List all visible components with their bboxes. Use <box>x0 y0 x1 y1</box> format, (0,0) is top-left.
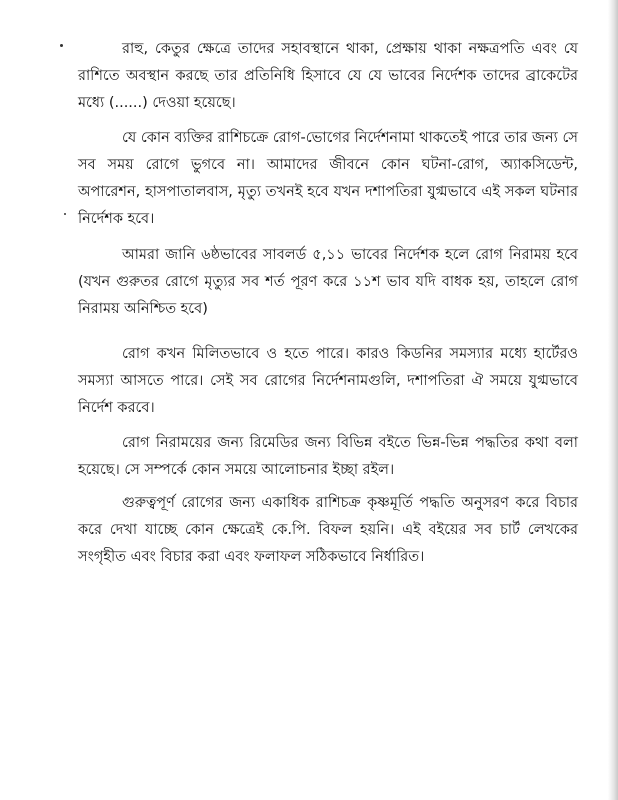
page-edge-shadow <box>608 0 618 800</box>
paragraph-6: গুরুত্বপূর্ণ রোগের জন্য একাধিক রাশিচক্র কৃষ্ণমূর্তি পদ্ধতি অনুসরণ করে বিচার করে দেখা যাচ্ছে কোন ক্ষেত্রেই কে.পি. বিফল হয়নি। এই বইয়ের সব চার্ট লেখকের সংগৃহীত এবং বিচার করা এবং ফলাফল সঠিকভাবে নির্ধারিত। <box>78 495 578 565</box>
paragraph-3: আমরা জানি ৬ষ্ঠভাবের সাবলর্ড ৫,১১ ভাবের নির্দেশক হলে রোগ নিরাময় হবে (যখন গুরুতর রোগে মৃত্যুর সব শর্ত পূরণ করে ১১শ ভাব যদি বাধক হয়, তাহলে রোগ নিরাময় অনিশ্চিত হবে) <box>78 247 578 317</box>
paragraph-1: রাহু, কেতুর ক্ষেত্রে তাদের সহাবস্থানে থাকা, প্রেক্ষায় থাকা নক্ষত্রপতি এবং যে রাশিতে অবস্থান করছে তার প্রতিনিধি হিসাবে যে যে ভাবের নির্দেশক তাদের ব্রাকেটের মধ্যে (......) দেওয়া হয়েছে। <box>78 41 578 111</box>
scan-speck <box>60 44 63 47</box>
paragraph-2: যে কোন ব্যক্তির রাশিচক্রে রোগ-ভোগের নির্দেশনামা থাকতেই পারে তার জন্য সে সব সময় রোগে ভুগবে না। আমাদের জীবনে কোন ঘটনা-রোগ, অ্যাকসিডেন্ট, অপারেশন, হাসপাতালবাস, মৃত্যু তখনই হবে যখন দশাপতিরা যুগ্মভাবে এই সকল ঘটনার নির্দেশক হবে। <box>78 130 578 227</box>
paragraph-4: রোগ কখন মিলিতভাবে ও হতে পারে। কারও কিডনির সমস্যার মধ্যে হার্টেরও সমস্যা আসতে পারে। সেই সব রোগের নির্দেশনামগুলি, দশাপতিরা ঐ সময়ে যুগ্মভাবে নির্দেশ করবে। <box>78 346 578 416</box>
paragraph-5: রোগ নিরাময়ের জন্য রিমেডির জন্য বিভিন্ন বইতে ভিন্ন-ভিন্ন পদ্ধতির কথা বলা হয়েছে। সে সম্পর্কে কোন সময়ে আলোচনার ইচ্ছা রইল। <box>78 435 578 478</box>
scan-speck <box>64 213 66 215</box>
